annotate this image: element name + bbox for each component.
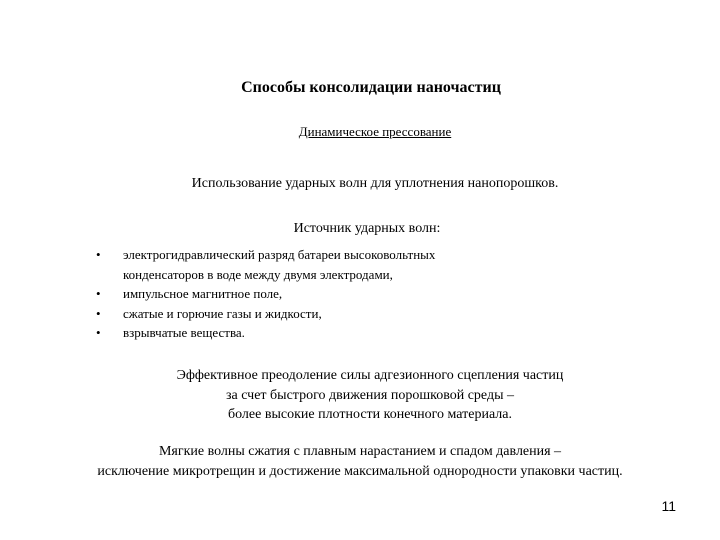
list-item-line: электрогидравлический разряд батареи высоковольтных [123,247,436,262]
sources-list [96,245,593,343]
paragraph-line: Эффективное преодоление силы адгезионного сцепления частиц [176,368,564,383]
paragraph-line: более высокие плотности конечного материала. [227,407,513,422]
bullet-icon: • [96,305,101,321]
bullet-icon: • [96,286,101,301]
list-item [96,323,593,343]
paragraph-line: Мягкие волны сжатия с плавным нарастанием и спадом давления – [158,444,562,459]
list-item-line: взрывчатые вещества. [123,325,245,340]
slide-title: Способы консолидации наночастиц [241,79,501,96]
intro-text: Использование ударных волн для уплотнения нанопорошков. [191,176,559,191]
list-item-line: импульсное магнитное поле, [123,286,283,301]
paragraph-line: исключение микротрещин и достижение максимальной однородности упаковки частиц. [97,463,623,479]
list-item [96,245,593,284]
list-item [96,304,593,324]
bullet-icon: • [96,325,101,340]
soft-waves-paragraph [0,442,720,481]
bullet-icon: • [96,247,101,262]
list-item-line: конденсаторов в воде между двумя электродами, [123,266,393,282]
paragraph-line: за счет быстрого движения порошковой среды – [226,387,514,403]
page-number: 11 [661,498,676,514]
adhesion-paragraph [0,366,720,425]
sources-heading: Источник ударных волн: [293,221,441,236]
list-item-line: сжатые и горючие газы и жидкости, [123,305,322,321]
list-item [96,284,593,304]
slide-subtitle: Динамическое прессование [298,124,452,139]
